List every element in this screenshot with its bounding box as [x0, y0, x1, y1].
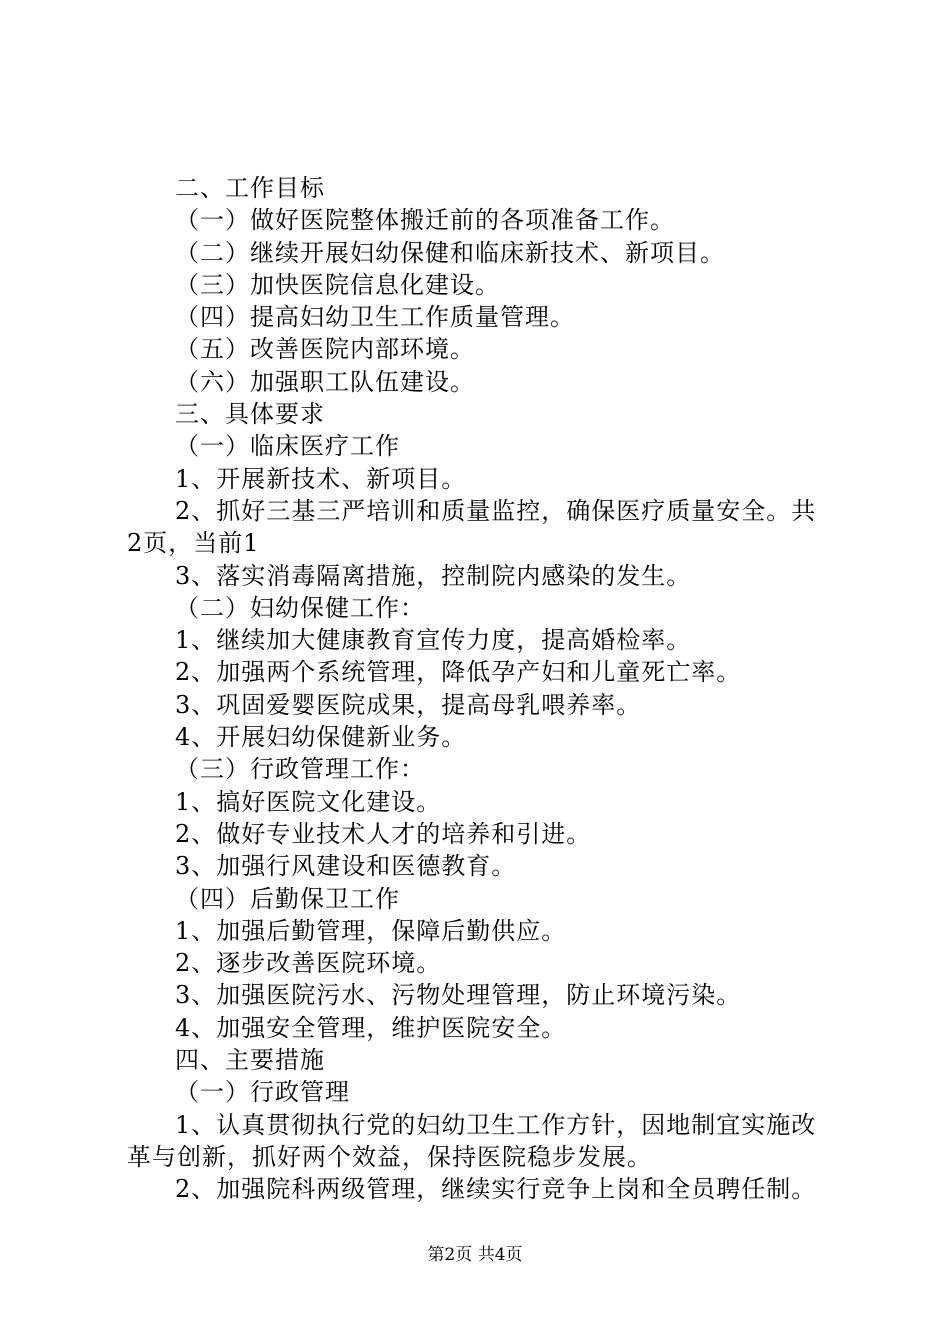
- section-heading: 三、具体要求: [175, 400, 325, 429]
- subsection-heading: （二）妇幼保健工作：: [175, 593, 425, 622]
- list-item: 4、加强安全管理，维护医院安全。: [175, 1013, 567, 1042]
- goal-item: （三）加快医院信息化建设。: [175, 270, 500, 299]
- subsection-heading: （四）后勤保卫工作: [175, 884, 400, 913]
- list-item: 1、认真贯彻执行党的妇幼卫生工作方针，因地制宜实施改: [175, 1110, 817, 1139]
- list-item-continuation: 革与创新，抓好两个效益，保持医院稳步发展。: [127, 1142, 652, 1171]
- section-heading: 四、主要措施: [175, 1046, 325, 1075]
- list-item: 2、逐步改善医院环境。: [175, 949, 442, 978]
- list-item: 3、落实消毒隔离措施，控制院内感染的发生。: [175, 561, 692, 590]
- list-item: 2、抓好三基三严培训和质量监控，确保医疗质量安全。共: [175, 496, 817, 525]
- subsection-heading: （一）行政管理: [175, 1078, 350, 1107]
- page-footer: 第2页 共4页: [427, 1245, 523, 1265]
- list-item: 3、加强医院污水、污物处理管理，防止环境污染。: [175, 981, 742, 1010]
- list-item: 2、加强两个系统管理，降低孕产妇和儿童死亡率。: [175, 658, 742, 687]
- subsection-heading: （一）临床医疗工作: [175, 432, 400, 461]
- goal-item: （六）加强职工队伍建设。: [175, 367, 475, 396]
- list-item: 2、加强院科两级管理，继续实行竞争上岗和全员聘任制。: [175, 1175, 817, 1204]
- list-item: 1、开展新技术、新项目。: [175, 464, 467, 493]
- goal-item: （一）做好医院整体搬迁前的各项准备工作。: [175, 206, 675, 235]
- goal-item: （四）提高妇幼卫生工作质量管理。: [175, 303, 575, 332]
- goal-item: （五）改善医院内部环境。: [175, 335, 475, 364]
- list-item: 1、继续加大健康教育宣传力度，提高婚检率。: [175, 626, 692, 655]
- section-heading: 二、工作目标: [175, 174, 325, 202]
- list-item: 3、巩固爱婴医院成果，提高母乳喂养率。: [175, 690, 642, 719]
- document-body: [127, 172, 833, 1206]
- list-item: 1、搞好医院文化建设。: [175, 787, 442, 816]
- list-item: 4、开展妇幼保健新业务。: [175, 723, 467, 752]
- subsection-heading: （三）行政管理工作：: [175, 755, 425, 784]
- goal-item: （二）继续开展妇幼保健和临床新技术、新项目。: [175, 238, 725, 267]
- list-item: 1、加强后勤管理，保障后勤供应。: [175, 916, 567, 945]
- list-item: 3、加强行风建设和医德教育。: [175, 852, 517, 881]
- list-item: 2、做好专业技术人才的培养和引进。: [175, 819, 592, 848]
- list-item-continuation: 2页，当前1: [127, 529, 260, 558]
